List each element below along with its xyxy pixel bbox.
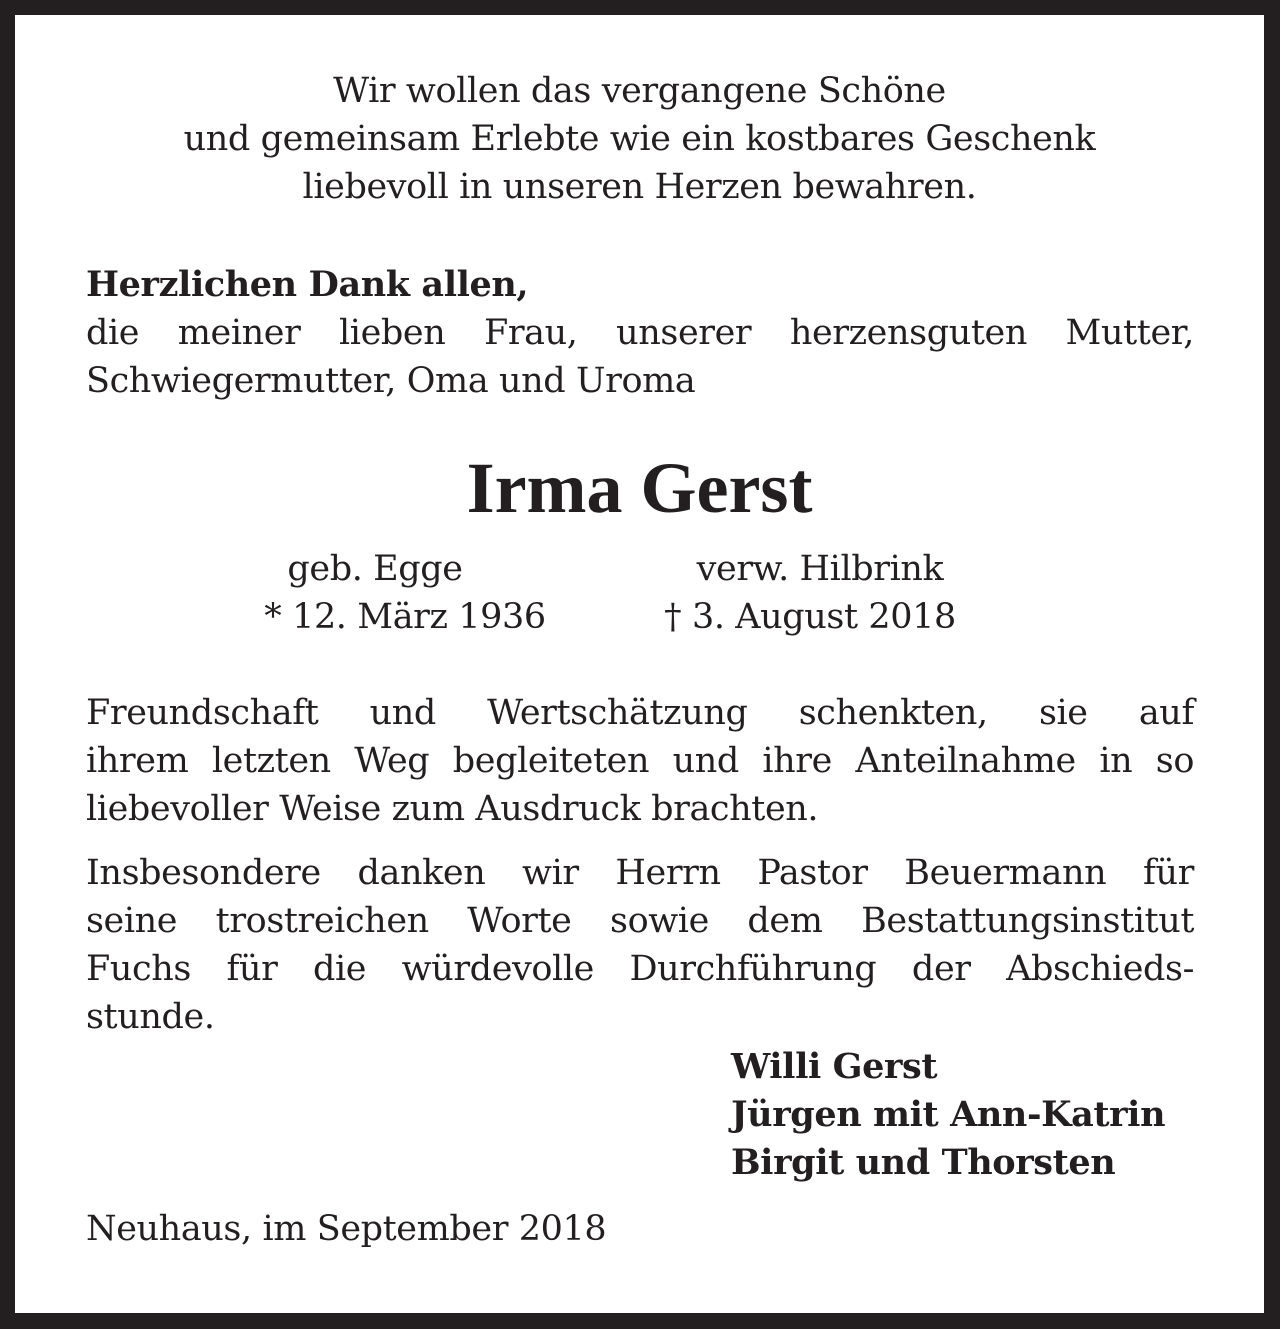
paragraph1-line-2: ihrem letzten Weg begleiteten und ihre Anteilnahme in so (86, 741, 1194, 781)
signatory-1: Willi Gerst (731, 1046, 938, 1087)
thanks-heading: Herzlichen Dank allen, (86, 264, 529, 305)
deceased-name: Irma Gerst (466, 448, 813, 528)
born-name: geb. Egge (287, 549, 463, 589)
signatory-2: Jürgen mit Ann-Katrin (731, 1094, 1166, 1135)
birth-date: * 12. März 1936 (264, 597, 546, 637)
paragraph2-line-4: stunde. (86, 997, 215, 1037)
motto-line-1: Wir wollen das vergangene Schöne (333, 71, 946, 111)
paragraph2-line-1: Insbesondere danken wir Herrn Pastor Beuermann für (86, 853, 1194, 893)
death-date: † 3. August 2018 (664, 597, 956, 637)
motto-line-2: und gemeinsam Erlebte wie ein kostbares Geschenk (183, 119, 1096, 159)
thanks-intro-line-2: Schwiegermutter, Oma und Uroma (86, 361, 696, 401)
place-date: Neuhaus, im September 2018 (86, 1209, 607, 1249)
signatory-3: Birgit und Thorsten (731, 1142, 1116, 1183)
paragraph2-line-2: seine trostreichen Worte sowie dem Bestattungsinstitut (86, 901, 1194, 941)
obituary-notice (15, 15, 1264, 1313)
motto-line-3: liebevoll in unseren Herzen bewahren. (302, 167, 977, 207)
paragraph1-line-1: Freundschaft und Wertschätzung schenkten, sie auf (86, 693, 1194, 733)
paragraph2-line-3: Fuchs für die würdevolle Durchführung der Abschieds- (86, 949, 1194, 989)
thanks-intro-line-1: die meiner lieben Frau, unserer herzensguten Mutter, (86, 313, 1194, 353)
paragraph1-line-3: liebevoller Weise zum Ausdruck brachten. (86, 789, 819, 829)
widowed-name: verw. Hilbrink (696, 549, 944, 589)
